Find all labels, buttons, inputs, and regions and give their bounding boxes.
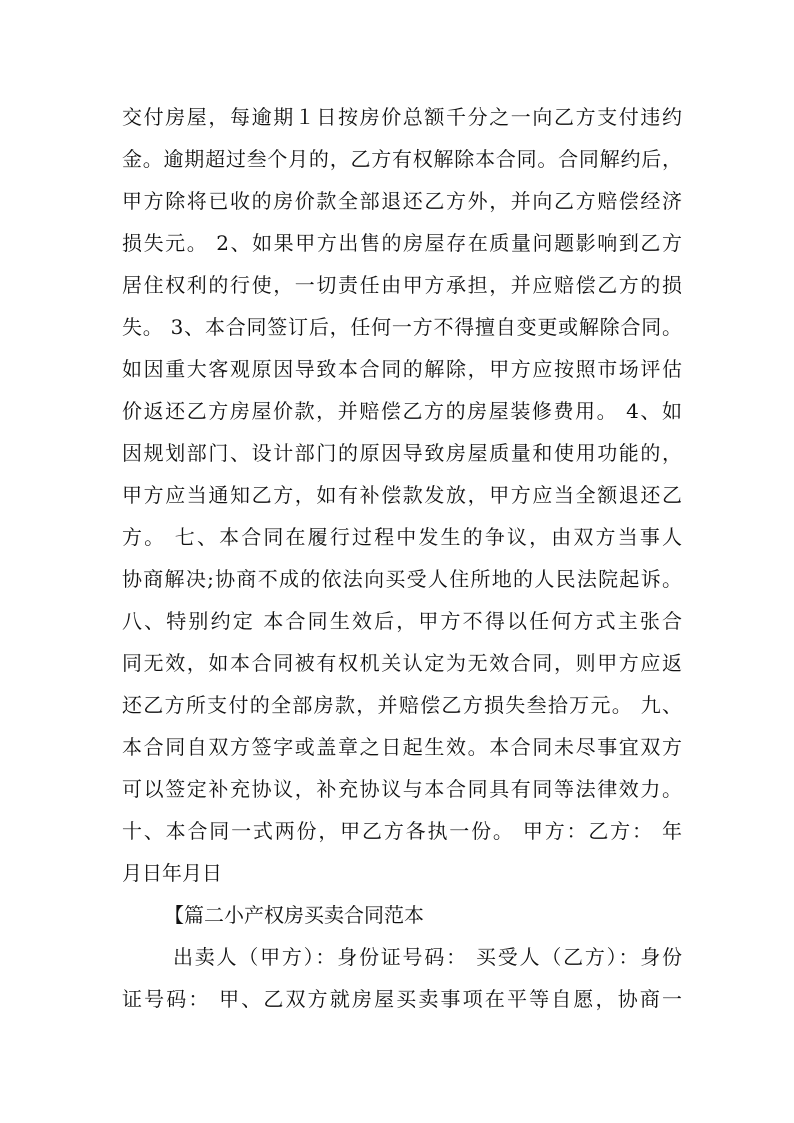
- body-text-line: 协商解决;协商不成的依法向买受人住所地的人民法院起诉。: [122, 567, 682, 591]
- body-text-line-indented: 出卖人（甲方）：身份证号码： 买受人（乙方）：身份: [173, 945, 682, 969]
- body-text-line: 因规划部门、设计部门的原因导致房屋质量和使用功能的，: [122, 441, 682, 465]
- body-text-line: 本合同自双方签字或盖章之日起生效。本合同未尽事宜双方: [122, 735, 682, 759]
- body-text-line: 如因重大客观原因导致本合同的解除，甲方应按照市场评估: [122, 357, 682, 381]
- body-text-line: 证号码： 甲、乙双方就房屋买卖事项在平等自愿，协商一: [122, 987, 682, 1011]
- section-heading: 【篇二小产权房买卖合同范本: [164, 903, 424, 927]
- body-text-line: 八、特别约定 本合同生效后，甲方不得以任何方式主张合: [122, 609, 682, 633]
- body-text-line: 甲方应当通知乙方，如有补偿款发放，甲方应当全额退还乙: [122, 483, 682, 507]
- body-text-line: 损失元。 2、如果甲方出售的房屋存在质量问题影响到乙方: [122, 231, 682, 255]
- body-text-line: 失。 3、本合同签订后，任何一方不得擅自变更或解除合同。: [122, 315, 682, 339]
- body-text-line: 甲方除将已收的房价款全部退还乙方外，并向乙方赔偿经济: [122, 189, 682, 213]
- body-text-line: 同无效，如本合同被有权机关认定为无效合同，则甲方应返: [122, 651, 682, 675]
- body-text-line: 十、本合同一式两份，甲乙方各执一份。 甲方：乙方： 年: [122, 819, 682, 843]
- body-text-line: 居住权利的行使，一切责任由甲方承担，并应赔偿乙方的损: [122, 273, 682, 297]
- body-text-line-last: 月日年月日: [122, 861, 222, 885]
- body-text-line: 可以签定补充协议，补充协议与本合同具有同等法律效力。: [122, 777, 682, 801]
- body-text-line: 方。 七、本合同在履行过程中发生的争议，由双方当事人: [122, 525, 682, 549]
- body-text-line: 还乙方所支付的全部房款，并赔偿乙方损失叁拾万元。 九、: [122, 693, 682, 717]
- body-text-line: 价返还乙方房屋价款，并赔偿乙方的房屋装修费用。 4、如: [122, 399, 682, 423]
- body-text-line: 金。逾期超过叁个月的，乙方有权解除本合同。合同解约后，: [122, 147, 682, 171]
- body-text-line: 交付房屋，每逾期１日按房价总额千分之一向乙方支付违约: [122, 105, 682, 129]
